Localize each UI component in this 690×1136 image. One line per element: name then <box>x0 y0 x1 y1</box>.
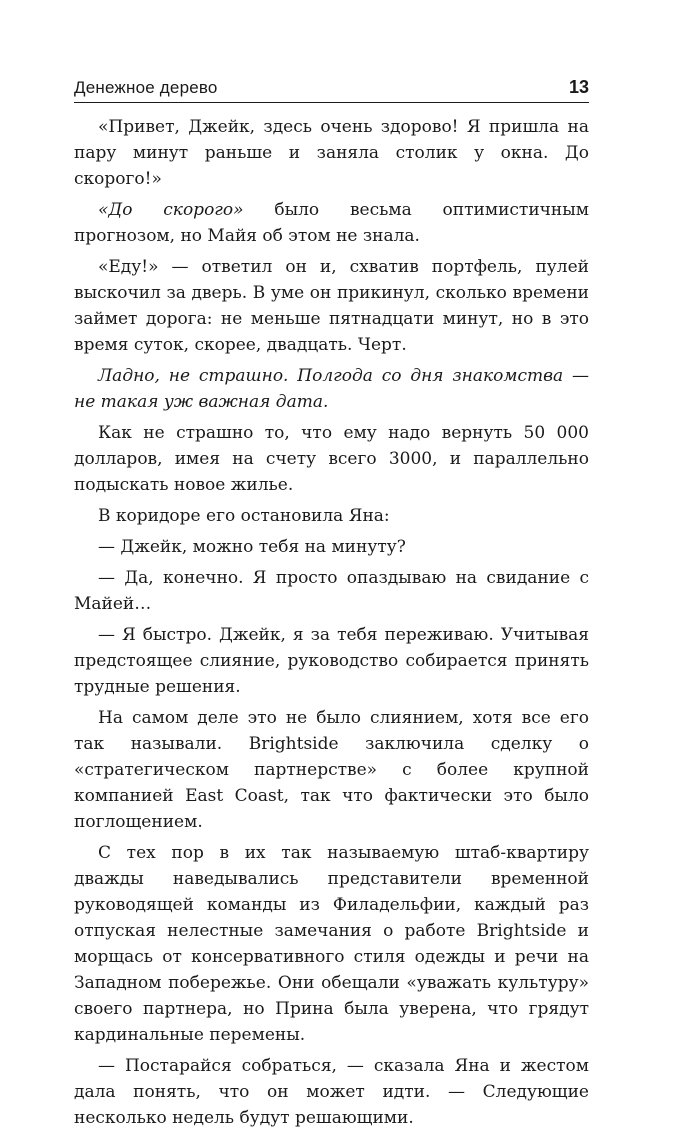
dialogue-line: — Я быстро. Джейк, я за тебя переживаю. Учитывая предстоящее слияние, руководство собирается принять трудные решения. <box>74 625 589 697</box>
paragraph <box>74 197 589 249</box>
dialogue-line: — Джейк, можно тебя на минуту? <box>98 537 406 557</box>
paragraph: «Привет, Джейк, здесь очень здорово! Я пришла на пару минут раньше и заняла столик у окна. До скорого!» <box>74 117 589 189</box>
paragraph: В коридоре его остановила Яна: <box>98 506 390 526</box>
page-number: 13 <box>568 77 589 97</box>
dialogue-line: — Да, конечно. Я просто опаздываю на свидание с Майей… <box>74 568 589 614</box>
paragraph: С тех пор в их так называемую штаб-квартиру дважды наведывались представители временной руководящей команды из Филадельфии, каждый раз отпуская нелестные замечания о работе Brightside и морщась от консервативного стиля одежды и речи на Западном побережье. Они обещали «уважать культуру» своего партнера, но Прина была уверена, что грядут кардинальные перемены. <box>74 843 589 1045</box>
italic-quote: «До скорого» <box>98 200 244 220</box>
page-body <box>74 114 589 1136</box>
paragraph: «Еду!» — ответил он и, схватив портфель, пулей выскочил за дверь. В уме он прикинул, сколько времени займет дорога: не меньше пятнадцати минут, но в это время суток, скорее, двадцать. Черт. <box>74 257 589 355</box>
paragraph-italic-thought: Ладно, не страшно. Полгода со дня знакомства — не такая уж важная дата. <box>74 366 589 412</box>
paragraph: Как не страшно то, что ему надо вернуть 50 000 долларов, имея на счету всего 3000, и параллельно подыскать новое жилье. <box>74 423 589 495</box>
running-header <box>74 72 589 103</box>
paragraph-text: было весьма оптимистичным прогнозом, но Майя об этом не знала. <box>74 200 589 246</box>
dialogue-line: — Постарайся собраться, — сказала Яна и жестом дала понять, что он может идти. — Следующие несколько недель будут решающими. <box>74 1056 589 1128</box>
paragraph: На самом деле это не было слиянием, хотя все его так называли. Brightside заключила сделку о «стратегическом партнерстве» с более крупной компанией East Coast, так что фактически это было поглощением. <box>74 708 589 832</box>
book-title: Денежное дерево <box>74 78 218 97</box>
